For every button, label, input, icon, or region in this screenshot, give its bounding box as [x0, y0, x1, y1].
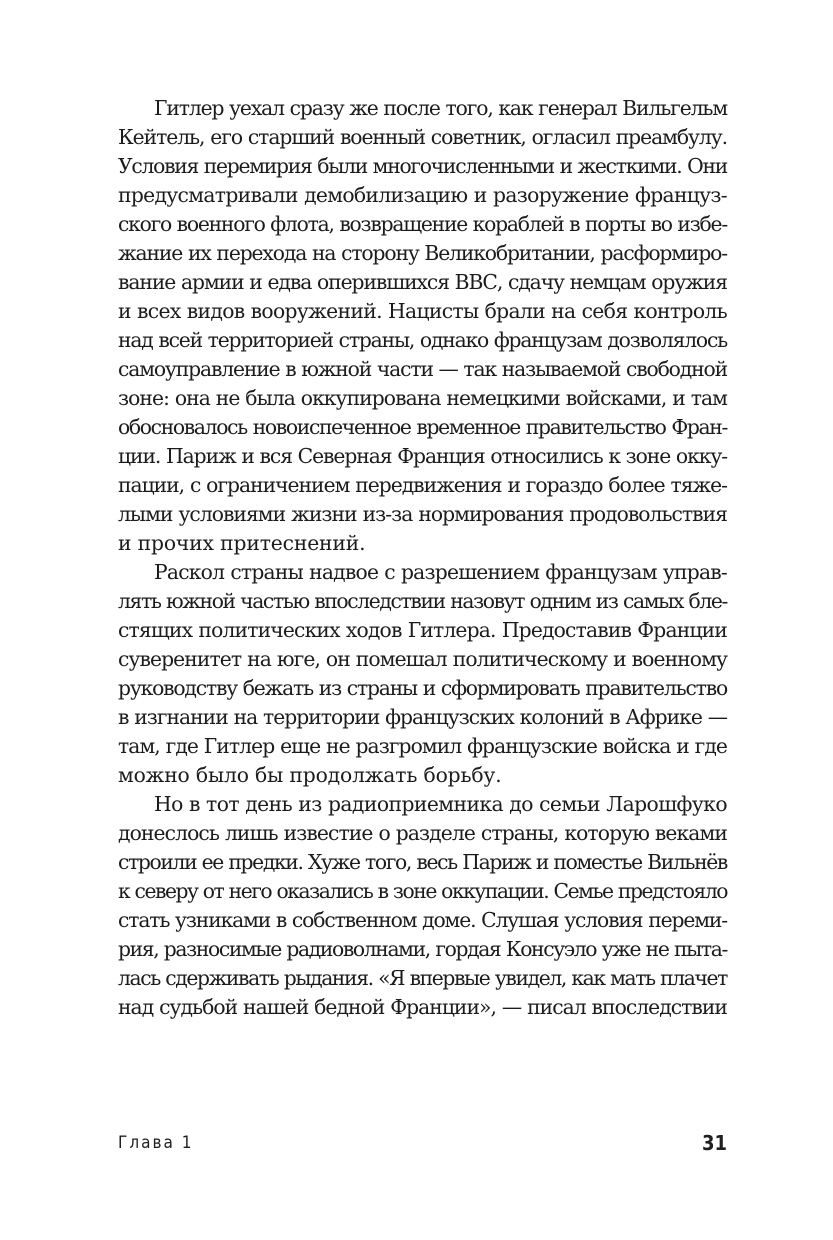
text-line: стать узниками в собственном доме. Слушая условия переми-	[118, 908, 727, 932]
text-line: и прочих притеснений.	[118, 531, 366, 555]
paragraph-3	[118, 790, 727, 1022]
text-line: рия, разносимые радиоволнами, гордая Консуэло уже не пыта-	[118, 937, 727, 961]
text-line: зоне: она не была оккупирована немецкими войсками, и там	[118, 386, 727, 410]
text-line: Кейтель, его старший военный советник, огласил преамбулу.	[118, 125, 727, 149]
text-line: ского военного флота, возвращение кораблей в порты во избе-	[118, 212, 727, 236]
text-line: и всех видов вооружений. Нацисты брали на себя контроль	[118, 299, 727, 323]
page-number: 31	[701, 1131, 727, 1155]
text-line: можно было бы продолжать борьбу.	[118, 763, 502, 787]
text-line: обосновалось новоиспеченное временное правительство Фран-	[118, 415, 727, 439]
page-footer	[118, 1131, 727, 1159]
text-line: строили ее предки. Хуже того, весь Париж и поместье Вильнёв	[118, 850, 727, 874]
text-line: там, где Гитлер еще не разгромил французские войска и где	[118, 734, 727, 758]
text-line: самоуправление в южной части — так называемой свободной	[118, 357, 727, 381]
text-line: жание их перехода на сторону Великобритании, расформиро-	[118, 241, 727, 265]
text-line: в изгнании на территории французских колоний в Африке —	[118, 705, 727, 729]
text-line: лыми условиями жизни из-за нормирования продовольствия	[118, 502, 727, 526]
text-line: донеслось лишь известие о разделе страны, которую веками	[118, 821, 727, 845]
chapter-label: Глава 1	[118, 1133, 194, 1153]
text-line: предусматривали демобилизацию и разоружение француз-	[118, 183, 727, 207]
paragraph-2	[118, 558, 727, 790]
text-line: руководству бежать из страны и сформировать правительство	[118, 676, 727, 700]
text-line: над судьбой нашей бедной Франции», — писал впоследствии	[118, 995, 727, 1019]
page-body-text	[118, 94, 727, 1022]
text-line: стящих политических ходов Гитлера. Предоставив Франции	[118, 618, 727, 642]
text-line: вание армии и едва оперившихся ВВС, сдачу немцам оружия	[118, 270, 727, 294]
text-line: лять южной частью впоследствии назовут одним из самых бле-	[118, 589, 727, 613]
text-line: ции. Париж и вся Северная Франция относились к зоне окку-	[118, 444, 727, 468]
text-line: Раскол страны надвое с разрешением французам управ-	[154, 560, 727, 584]
text-line: Но в тот день из радиоприемника до семьи Ларошфуко	[154, 792, 727, 816]
text-line: над всей территорией страны, однако французам дозволялось	[118, 328, 727, 352]
text-line: лась сдерживать рыдания. «Я впервые увидел, как мать плачет	[118, 966, 727, 990]
paragraph-1	[118, 94, 727, 558]
text-line: Условия перемирия были многочисленными и жесткими. Они	[118, 154, 727, 178]
text-line: к северу от него оказались в зоне оккупации. Семье предстояло	[118, 879, 727, 903]
text-line: Гитлер уехал сразу же после того, как генерал Вильгельм	[154, 96, 727, 120]
text-line: суверенитет на юге, он помешал политическому и военному	[118, 647, 727, 671]
text-line: пации, с ограничением передвижения и гораздо более тяже-	[118, 473, 727, 497]
